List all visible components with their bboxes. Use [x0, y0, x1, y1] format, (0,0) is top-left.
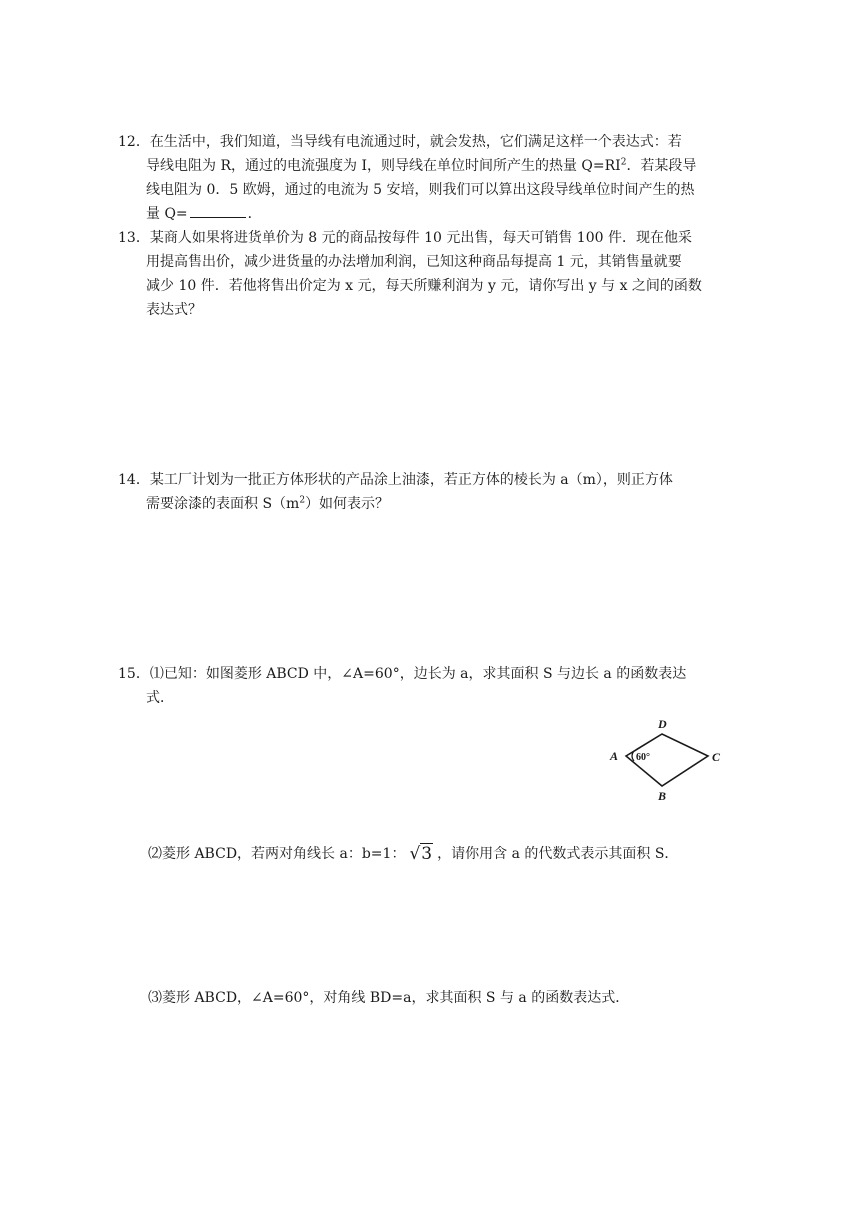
vertex-label-d: D [658, 717, 667, 731]
problem-14 [118, 468, 738, 516]
problem-14-line-2-tail: ）如何表示？ [305, 496, 390, 512]
problem-12 [118, 130, 738, 226]
problem-15-line-2: 式． [146, 690, 174, 706]
problem-12-line-4 [118, 202, 738, 226]
answer-blank[interactable] [190, 203, 246, 218]
square-root [409, 842, 433, 866]
problem-12-line-2 [118, 154, 738, 178]
angle-arc [632, 751, 634, 761]
problem-13-line-2: 用提高售出价，减少进货量的办法增加利润，已知这种商品每提高 1 元，其销售量就要 [146, 254, 682, 270]
problem-14-line-2 [118, 492, 738, 516]
part-2-tail: ，请你用含 a 的代数式表示其面积 S． [437, 846, 679, 862]
problem-12-line-2-text: 导线电阻为 R，通过的电流强度为 I，则导线在单位时间所产生的热量 Q=RI [146, 158, 621, 174]
vertex-label-a: A [610, 749, 619, 763]
radical-sign-icon: √ [409, 844, 421, 864]
vertex-label-c: C [712, 750, 721, 764]
vertex-label-b: B [658, 789, 667, 802]
problem-15 [118, 662, 738, 710]
rhombus-figure [596, 712, 736, 802]
angle-label: 60° [636, 752, 650, 763]
problem-13 [118, 226, 738, 322]
problem-14-line-2-text: 需要涂漆的表面积 S（m [146, 496, 300, 512]
problem-13-line-1: 13．某商人如果将进货单价为 8 元的商品按每件 10 元出售，每天可销售 100 件．现在他采 [118, 230, 692, 246]
problem-13-line-3: 减少 10 件．若他将售出价定为 x 元，每天所赚利润为 y 元，请你写出 y 与 x 之间的函数 [146, 278, 702, 294]
superscript-exponent: 2 [620, 157, 627, 168]
problem-12-line-3: 线电阻为 0．5 欧姆，通过的电流为 5 安培，则我们可以算出这段导线单位时间产生的热 [146, 182, 695, 198]
problem-15-part-2 [148, 842, 678, 866]
problem-15-line-1: 15．⑴已知：如图菱形 ABCD 中，∠A=60°，边长为 a，求其面积 S 与边长 a 的函数表达 [118, 666, 687, 682]
problem-12-line-1: 12．在生活中，我们知道，当导线有电流通过时，就会发热，它们满足这样一个表达式：若 [118, 134, 682, 150]
superscript-exponent: 2 [299, 495, 306, 506]
problem-15-part-3: ⑶菱形 ABCD，∠A=60°，对角线 BD=a，求其面积 S 与 a 的函数表达式． [148, 990, 630, 1006]
part-2-text: ⑵菱形 ABCD，若两对角线长 a：b=1： [148, 846, 406, 862]
problem-12-line-4-text: 量 Q= [146, 206, 188, 222]
problem-14-line-1: 14．某工厂计划为一批正方体形状的产品涂上油漆，若正方体的棱长为 a（m），则正方体 [118, 472, 673, 488]
radicand: 3 [421, 844, 433, 864]
problem-13-line-4: 表达式？ [146, 302, 202, 318]
problem-12-line-2-tail: ．若某段导 [626, 158, 697, 174]
problem-12-line-4-tail: ． [247, 206, 262, 222]
